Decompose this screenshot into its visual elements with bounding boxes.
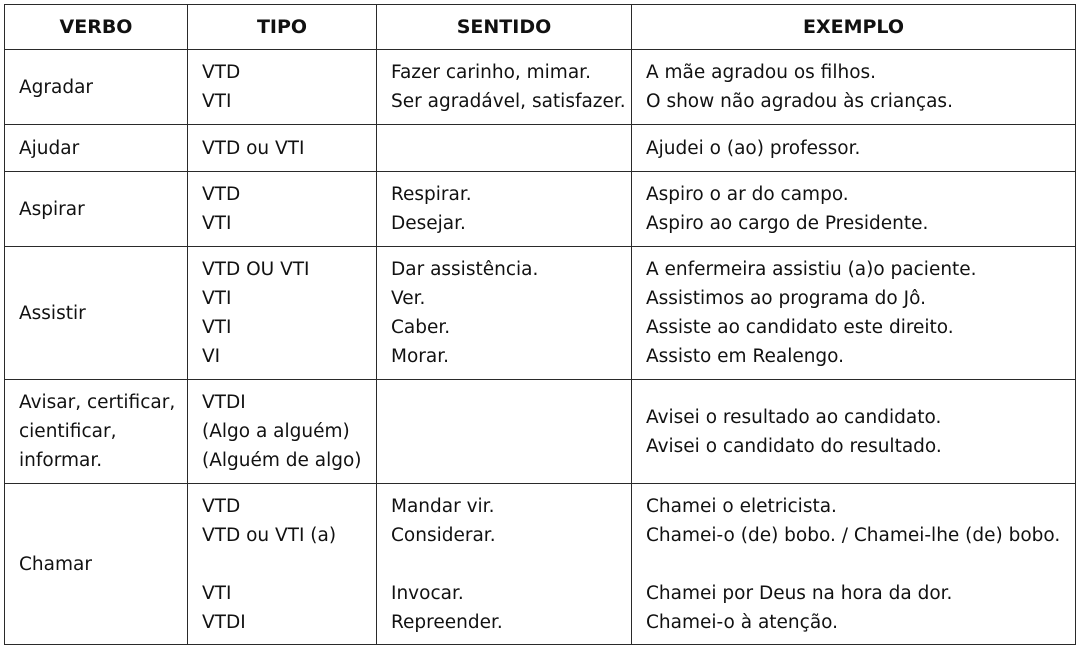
cell-line: VTI <box>202 213 232 234</box>
cell-verbo <box>5 380 188 484</box>
cell-exemplo <box>632 484 1076 645</box>
cell-line: Chamar <box>19 553 92 575</box>
cell-line: A mãe agradou os filhos. <box>646 62 877 83</box>
cell-line: Dar assistência. <box>391 259 539 280</box>
cell-line: A enfermeira assistiu (a)o paciente. <box>646 259 977 280</box>
cell-line: Respirar. <box>391 184 472 205</box>
cell-line: VTD OU VTI <box>202 259 310 280</box>
table-row <box>5 50 1076 125</box>
cell-line: VTD <box>202 495 241 517</box>
cell-line: Chamei o eletricista. <box>646 495 837 517</box>
cell-line: VTI <box>202 582 232 604</box>
cell-line: Avisar, certificar, <box>19 392 176 413</box>
cell-line: Aspiro o ar do campo. <box>646 184 849 205</box>
cell-line: Mandar vir. <box>391 495 495 517</box>
cell-verbo <box>5 247 188 380</box>
cell-line: Avisei o candidato do resultado. <box>646 435 942 457</box>
header-row <box>5 5 1076 50</box>
cell-line: Agradar <box>19 76 94 98</box>
cell-tipo <box>188 125 377 172</box>
header-sentido: SENTIDO <box>377 5 632 50</box>
cell-line: VTI <box>202 288 232 309</box>
cell-sentido <box>377 247 632 380</box>
cell-line: Ajudei o (ao) professor. <box>646 137 861 159</box>
cell-verbo <box>5 172 188 247</box>
cell-exemplo <box>632 247 1076 380</box>
cell-line: Invocar. <box>391 582 464 604</box>
table-row <box>5 125 1076 172</box>
cell-line: informar. <box>19 450 103 471</box>
cell-line: Morar. <box>391 346 450 367</box>
cell-line: Chamei-o à atenção. <box>646 611 839 633</box>
header-tipo: TIPO <box>188 5 377 50</box>
cell-line: Desejar. <box>391 213 466 234</box>
cell-line: VTDI <box>202 392 246 413</box>
cell-sentido <box>377 484 632 645</box>
cell-spacer <box>391 550 631 579</box>
cell-line: VTD <box>202 184 241 205</box>
cell-line: Assiste ao candidato este direito. <box>646 317 954 338</box>
cell-line: Chamei-o (de) bobo. / Chamei-lhe (de) bobo. <box>646 524 1061 546</box>
cell-line: VTDI <box>202 611 246 633</box>
cell-exemplo <box>632 380 1076 484</box>
cell-line: Ser agradável, satisfazer. <box>391 91 626 112</box>
cell-sentido <box>377 125 632 172</box>
cell-exemplo <box>632 125 1076 172</box>
cell-verbo <box>5 50 188 125</box>
cell-tipo <box>188 247 377 380</box>
header-exemplo: EXEMPLO <box>632 5 1076 50</box>
cell-line: VTI <box>202 91 232 112</box>
cell-exemplo <box>632 50 1076 125</box>
cell-line: VTD ou VTI <box>202 137 305 159</box>
cell-line: Caber. <box>391 317 451 338</box>
cell-tipo <box>188 50 377 125</box>
table-row <box>5 380 1076 484</box>
cell-line: VTD ou VTI (a) <box>202 524 337 546</box>
table-row <box>5 484 1076 645</box>
cell-line: Repreender. <box>391 611 503 633</box>
cell-line: Ajudar <box>19 137 80 159</box>
cell-exemplo <box>632 172 1076 247</box>
cell-sentido <box>377 380 632 484</box>
cell-line: VI <box>202 346 221 367</box>
cell-tipo <box>188 380 377 484</box>
cell-tipo <box>188 484 377 645</box>
cell-sentido <box>377 50 632 125</box>
table-row <box>5 172 1076 247</box>
cell-line: Ver. <box>391 288 426 309</box>
cell-line: VTD <box>202 62 241 83</box>
cell-line: VTI <box>202 317 232 338</box>
cell-line: Aspiro ao cargo de Presidente. <box>646 213 929 234</box>
header-verbo: VERBO <box>5 5 188 50</box>
cell-spacer <box>202 550 376 579</box>
verb-regency-table <box>4 4 1076 645</box>
cell-spacer <box>646 550 1075 579</box>
cell-line: Assisto em Realengo. <box>646 346 845 367</box>
cell-line: Assistimos ao programa do Jô. <box>646 288 926 309</box>
table-row <box>5 247 1076 380</box>
cell-line: Chamei por Deus na hora da dor. <box>646 582 953 604</box>
cell-line: Assistir <box>19 302 86 324</box>
cell-line: (Algo a alguém) <box>202 421 350 442</box>
cell-verbo <box>5 484 188 645</box>
cell-line: Aspirar <box>19 198 85 220</box>
cell-tipo <box>188 172 377 247</box>
table-body <box>5 50 1076 645</box>
cell-line: Considerar. <box>391 524 496 546</box>
cell-line: cientificar, <box>19 421 117 442</box>
cell-line: (Alguém de algo) <box>202 450 362 471</box>
cell-line: Fazer carinho, mimar. <box>391 62 591 83</box>
cell-line: Avisei o resultado ao candidato. <box>646 406 942 428</box>
cell-line: O show não agradou às crianças. <box>646 91 953 112</box>
cell-sentido <box>377 172 632 247</box>
cell-verbo <box>5 125 188 172</box>
